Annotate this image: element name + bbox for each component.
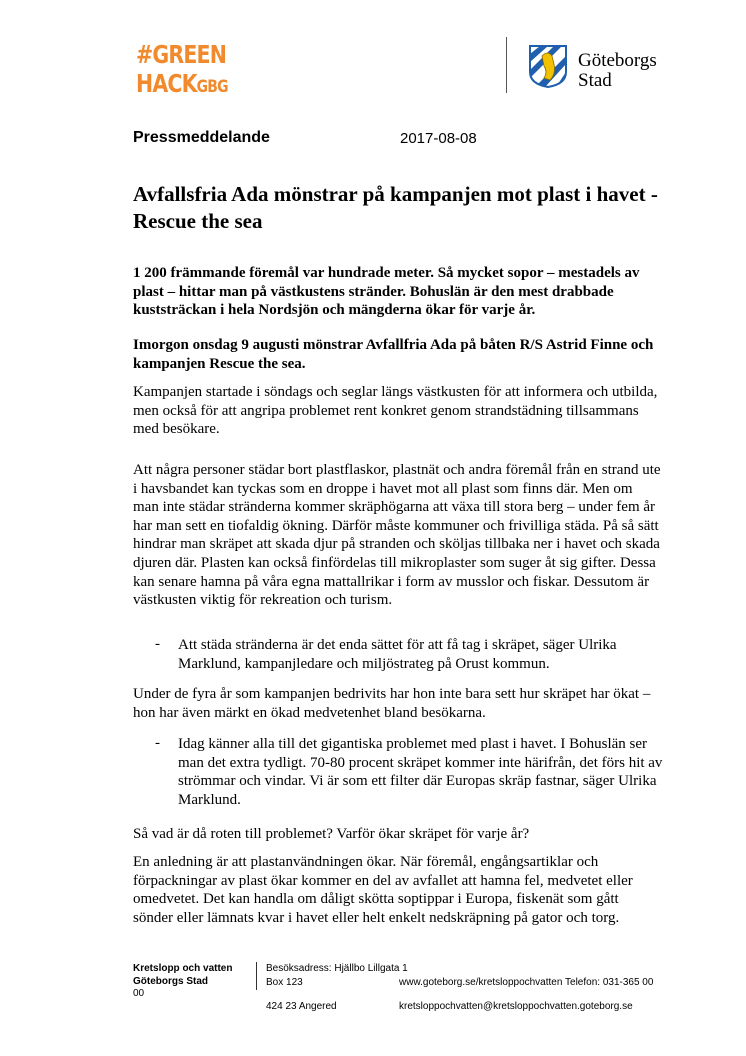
release-date: 2017-08-08: [400, 130, 477, 147]
quote-bullet: Att städa stränderna är det enda sättet för att få tag i skräpet, säger Ulrika Marklund, kampanjledare och miljöstrateg på Orust kommun.: [178, 637, 617, 672]
body-paragraph: En anledning är att plastanvändningen ökar. När föremål, engångsartiklar och förpackningar av plast ökar kommer en del av avfallet att hamna fel, medvetet eller omedvetet. Det kan handla om dåligt skötta soptippar i Europa, fiskenät som gått sönder eller lämnats kvar i havet eller helt enkelt nedskräpning på gator och torg.: [133, 854, 633, 926]
body-paragraph: Så vad är då roten till problemet? Varför ökar skräpet för varje år?: [133, 826, 530, 842]
body-paragraph: Under de fyra år som kampanjen bedrivits har hon inte bara sett hur skräpet har ökat – hon har även märkt en ökad medvetenhet bland besökarna.: [133, 686, 651, 721]
footer-email: kretsloppochvatten@kretsloppochvatten.goteborg.se: [399, 1001, 633, 1012]
lead-paragraph: Imorgon onsdag 9 augusti mönstrar Avfallfria Ada på båten R/S Astrid Finne och kampanjen Rescue the sea.: [133, 337, 654, 372]
footer-org-extra: 00: [133, 988, 145, 999]
footer-divider: [256, 962, 257, 990]
logo-line: HACK: [136, 69, 197, 98]
footer-box: Box 123: [266, 977, 303, 988]
goteborgs-stad-logo-text: [578, 51, 657, 91]
footer-web-phone: www.goteborg.se/kretsloppochvatten Telefon: 031-365 00: [399, 977, 654, 988]
bullet-marker: -: [155, 735, 160, 751]
city-shield-icon: [528, 44, 568, 88]
footer-org-name: Kretslopp och vatten: [133, 963, 233, 974]
logo-line: #GREEN: [136, 40, 227, 69]
headline: Avfallsfria Ada mönstrar på kampanjen mot plast i havet - Rescue the sea: [133, 182, 658, 233]
logo-line: Stad: [578, 70, 612, 91]
greenhack-logo: [136, 40, 228, 102]
document-type: Pressmeddelande: [133, 129, 270, 146]
quote-bullet: Idag känner alla till det gigantiska problemet med plast i havet. I Bohuslän ser man det extra tydligt. 70-80 procent skräpet kommer inte härifrån, det förs hit av strömmar och vindar. Vi är som ett filter där Europas skräp fastnar, säger Ulrika Marklund.: [178, 736, 663, 808]
footer-visit-address: Besöksadress: Hjällbo Lillgata 1: [266, 963, 408, 974]
footer-postal: 424 23 Angered: [266, 1001, 337, 1012]
footer-org: [133, 963, 232, 1001]
logo-divider: [506, 37, 507, 93]
footer-org-city: Göteborgs Stad: [133, 975, 209, 987]
body-paragraph: Kampanjen startade i söndags och seglar längs västkusten för att informera och utbilda, men också för att angripa problemet rent konkret genom strandstädning tillsammans med besökare.: [133, 384, 658, 438]
lead-paragraph: 1 200 främmande föremål var hundrade meter. Så mycket sopor – mestadels av plast – hittar man på västkustens stränder. Bohuslän är den mest drabbade kuststräckan i hela Nordsjön och mängderna ökar för varje år.: [133, 265, 640, 319]
body-paragraph: Att några personer städar bort plastflaskor, plastnät och andra föremål från en strand ute i havsbandet kan tyckas som en droppe i havet mot all plast som finns där. Men om man inte städar stränderna kommer skräphögarna att växa till stora berg – under fem år har man sett en tiofaldig ökning. Därför måste kommuner och frivilliga städa. På så sätt hindrar man skräpet att skada djur på stranden och sköljas tillbaka ner i havet och skada djuren där. Plasten kan också finfördelas till mikroplaster som suger åt sig gifter. Dessa kan senare hamna på våra egna mattallrikar i form av musslor och fiskar. Dessutom är västkusten viktig för rekreation och turism.: [133, 462, 661, 609]
bullet-marker: -: [155, 636, 160, 652]
logo-suffix: GBG: [196, 77, 228, 97]
logo-line: Göteborgs: [578, 50, 657, 71]
